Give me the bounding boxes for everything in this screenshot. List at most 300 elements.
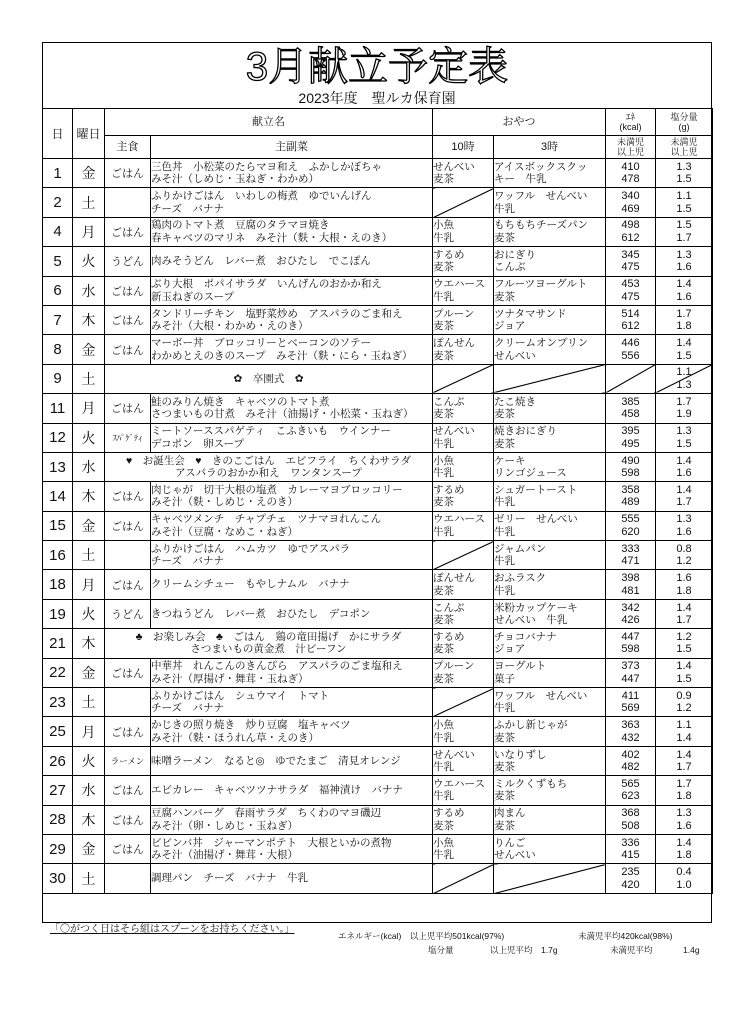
snack-line: 菓子 bbox=[494, 672, 515, 685]
page-subtitle: 2023年度 聖ルカ保育園 bbox=[298, 90, 456, 106]
salt-cell bbox=[656, 188, 713, 217]
snack-3-cell bbox=[494, 746, 606, 775]
salt-value: 1.4 bbox=[676, 483, 692, 496]
weekday-cell: 土 bbox=[73, 364, 105, 393]
energy-cell bbox=[606, 864, 656, 893]
menu-row bbox=[43, 364, 713, 393]
menu-row bbox=[43, 805, 713, 834]
energy-cell bbox=[606, 688, 656, 717]
snack-line: 牛乳 bbox=[494, 525, 515, 538]
snack-line: キー 牛乳 bbox=[494, 173, 547, 186]
dishes-cell bbox=[151, 658, 433, 687]
dish-line: 肉じゃが 切干大根の塩煮 カレーマヨブロッコリー bbox=[151, 483, 403, 496]
salt-value: 1.5 bbox=[676, 643, 692, 656]
snack-3-cell bbox=[494, 511, 606, 540]
staple-cell: ごはん bbox=[105, 805, 151, 834]
energy-value: 612 bbox=[621, 320, 640, 333]
snack-line: ヨーグルト bbox=[494, 660, 547, 673]
staple-cell: ｽﾊﾟｹﾞﾃｨ bbox=[105, 423, 151, 452]
day-cell: 5 bbox=[43, 247, 73, 276]
snack-3-cell bbox=[494, 188, 606, 217]
snack-line: 小魚 bbox=[433, 836, 454, 849]
dish-line: デコポン 卵スープ bbox=[151, 437, 245, 450]
day-cell: 22 bbox=[43, 658, 73, 687]
dish-line: 三色丼 小松菜のたらマヨ和え ふかしかぼちゃ bbox=[151, 160, 382, 173]
menu-table bbox=[42, 108, 713, 894]
staple-cell: うどん bbox=[105, 599, 151, 628]
snack-3-cell bbox=[494, 364, 606, 393]
energy-value: 402 bbox=[621, 748, 640, 761]
staple-cell: うどん bbox=[105, 247, 151, 276]
dishes-cell bbox=[151, 423, 433, 452]
salt-value: 1.7 bbox=[676, 761, 692, 773]
dish-line: みそ汁（厚揚げ・舞茸・玉ねぎ） bbox=[151, 672, 309, 685]
snack-line: 牛乳 bbox=[433, 467, 454, 480]
snack-3-cell bbox=[494, 658, 606, 687]
day-cell: 12 bbox=[43, 423, 73, 452]
snack-line: アイスボックスクッ bbox=[494, 160, 588, 173]
snack-3-cell bbox=[494, 717, 606, 746]
weekday-cell: 火 bbox=[73, 746, 105, 775]
dish-line: ビビンバ丼 ジャーマンポテト 大根といかの煮物 bbox=[151, 836, 392, 849]
snack-10-cell bbox=[433, 335, 494, 364]
staple-cell: ごはん bbox=[105, 217, 151, 246]
energy-cell bbox=[606, 276, 656, 305]
energy-value: 410 bbox=[621, 160, 640, 173]
salt-value: 1.6 bbox=[676, 467, 692, 480]
snack-line: ウエハース bbox=[433, 777, 485, 790]
dish-line: ぶり大根 ポパイサラダ いんげんのおかか和え bbox=[151, 278, 382, 291]
energy-cell bbox=[606, 834, 656, 863]
snack-line: チョコバナナ bbox=[494, 630, 557, 643]
energy-average-under: 未満児平均420kcal(98%) bbox=[578, 931, 673, 941]
snack-line: 麦茶 bbox=[494, 290, 515, 303]
snack-line: 小魚 bbox=[433, 454, 454, 467]
snack-line: 牛乳 bbox=[433, 761, 454, 773]
snack-3-cell bbox=[494, 629, 606, 658]
weekday-cell: 金 bbox=[73, 159, 105, 188]
energy-value: 446 bbox=[621, 337, 640, 350]
weekday-cell: 土 bbox=[73, 188, 105, 217]
dish-line: キャベツメンチ チャプチェ ツナマヨれんこん bbox=[151, 513, 382, 526]
dish-line: チーズ バナナ bbox=[151, 555, 224, 568]
day-cell: 30 bbox=[43, 864, 73, 893]
weekday-cell: 木 bbox=[73, 805, 105, 834]
salt-value: 1.5 bbox=[676, 349, 692, 362]
salt-cell bbox=[656, 688, 713, 717]
snack-line: 麦茶 bbox=[433, 819, 454, 832]
snack-line: 麦茶 bbox=[433, 173, 454, 186]
day-cell: 13 bbox=[43, 452, 73, 481]
dish-line: さつまいもの黄金煮 汁ビーフン bbox=[190, 643, 347, 656]
dish-line: ミートソーススパゲティ こふきいも ウインナー bbox=[151, 425, 391, 438]
menu-row bbox=[43, 511, 713, 540]
snack-10-cell bbox=[433, 276, 494, 305]
salt-cell bbox=[656, 511, 713, 540]
staple-cell: ごはん bbox=[105, 834, 151, 863]
dishes-cell bbox=[151, 188, 433, 217]
energy-value: 495 bbox=[621, 437, 640, 450]
dish-line: タンドリーチキン 塩野菜炒め アスパラのごま和え bbox=[151, 307, 403, 320]
snack-line: せんべい bbox=[433, 425, 475, 438]
menu-row bbox=[43, 599, 713, 628]
salt-cell bbox=[656, 805, 713, 834]
snack-3-cell bbox=[494, 599, 606, 628]
salt-cell bbox=[656, 423, 713, 452]
salt-cell bbox=[656, 217, 713, 246]
snack-10-cell bbox=[433, 658, 494, 687]
header-day: 日 bbox=[43, 109, 73, 159]
staple-cell bbox=[105, 688, 151, 717]
salt-under-label: 未満児平均 bbox=[610, 945, 653, 955]
menu-row bbox=[43, 188, 713, 217]
energy-value: 623 bbox=[621, 790, 640, 803]
weekday-cell: 火 bbox=[73, 599, 105, 628]
dishes-cell bbox=[151, 159, 433, 188]
staple-cell: ごはん bbox=[105, 570, 151, 599]
salt-value: 1.8 bbox=[676, 320, 692, 333]
snack-line: 小魚 bbox=[433, 219, 454, 232]
spoon-note: 「〇がつく日はそら組はスプーンをお持ちください。」 bbox=[50, 924, 295, 935]
energy-value: 447 bbox=[621, 630, 640, 643]
dishes-cell bbox=[151, 776, 433, 805]
snack-3-cell bbox=[494, 864, 606, 893]
snack-line: 麦茶 bbox=[494, 790, 515, 803]
header-snack-10: 10時 bbox=[433, 136, 494, 159]
snack-line: 牛乳 bbox=[433, 437, 454, 450]
day-cell: 2 bbox=[43, 188, 73, 217]
salt-value: 1.4 bbox=[676, 337, 692, 350]
dishes-cell bbox=[151, 394, 433, 423]
snack-3-cell bbox=[494, 247, 606, 276]
dish-line: チーズ バナナ bbox=[151, 202, 224, 215]
snack-line: プルーン bbox=[433, 660, 475, 673]
snack-line: するめ bbox=[433, 807, 465, 820]
menu-row bbox=[43, 305, 713, 334]
dish-line: みそ汁（卵・しめじ・玉ねぎ） bbox=[151, 819, 298, 832]
energy-value: 447 bbox=[621, 672, 640, 685]
dishes-cell bbox=[105, 364, 433, 393]
page-title: 3月献立予定表 bbox=[245, 45, 509, 89]
menu-row bbox=[43, 452, 713, 481]
energy-value: 490 bbox=[621, 454, 640, 467]
snack-line: こんぶ bbox=[494, 261, 526, 274]
day-cell: 15 bbox=[43, 511, 73, 540]
snack-line: 牛乳 bbox=[494, 702, 515, 715]
salt-value: 0.9 bbox=[676, 689, 692, 702]
salt-value: 1.7 bbox=[676, 307, 692, 320]
menu-row bbox=[43, 658, 713, 687]
snack-line: 焼きおにぎり bbox=[494, 425, 557, 438]
snack-3-cell bbox=[494, 570, 606, 599]
snack-10-cell bbox=[433, 629, 494, 658]
energy-value: 508 bbox=[621, 819, 640, 832]
header-group-under: 未満児 bbox=[670, 137, 698, 147]
header-group-over: 以上児 bbox=[670, 147, 698, 157]
dish-line: かじきの照り焼き 炒り豆腐 塩キャベツ bbox=[151, 719, 351, 732]
snack-3-cell bbox=[494, 394, 606, 423]
salt-value: 1.3 bbox=[676, 248, 692, 261]
energy-value: 469 bbox=[621, 202, 640, 215]
salt-value: 0.8 bbox=[676, 542, 692, 555]
day-cell: 29 bbox=[43, 834, 73, 863]
snack-line: たこ焼き bbox=[494, 395, 536, 408]
snack-line: せんべい bbox=[433, 160, 475, 173]
energy-cell bbox=[606, 746, 656, 775]
snack-line: いなりずし bbox=[494, 748, 547, 761]
energy-value: 415 bbox=[621, 849, 640, 862]
snack-line: 牛乳 bbox=[494, 202, 515, 215]
snack-line: ツナタマサンド bbox=[494, 307, 567, 320]
dish-line: みそ汁（麩・しめじ・えのき） bbox=[151, 496, 298, 509]
snack-line: おにぎり bbox=[494, 248, 536, 261]
weekday-cell: 金 bbox=[73, 335, 105, 364]
snack-10-cell bbox=[433, 834, 494, 863]
staple-cell: ごはん bbox=[105, 482, 151, 511]
weekday-cell: 金 bbox=[73, 834, 105, 863]
energy-value: 333 bbox=[621, 542, 640, 555]
snack-line: こんぶ bbox=[433, 601, 465, 614]
weekday-cell: 水 bbox=[73, 276, 105, 305]
weekday-cell: 土 bbox=[73, 688, 105, 717]
energy-value: 368 bbox=[621, 807, 640, 820]
energy-cell bbox=[606, 717, 656, 746]
salt-average-label: 塩分量 bbox=[428, 945, 454, 955]
menu-row bbox=[43, 482, 713, 511]
day-cell: 14 bbox=[43, 482, 73, 511]
energy-cell bbox=[606, 629, 656, 658]
header-snack-3: 3時 bbox=[494, 136, 606, 159]
dish-line: 鮭のみりん焼き キャベツのトマト煮 bbox=[151, 395, 330, 408]
energy-cell bbox=[606, 570, 656, 599]
energy-cell bbox=[606, 776, 656, 805]
weekday-cell: 土 bbox=[73, 541, 105, 570]
dish-line: みそ汁（大根・わかめ・えのき） bbox=[151, 320, 309, 333]
snack-line: 麦茶 bbox=[494, 408, 515, 421]
snack-10-cell bbox=[433, 452, 494, 481]
salt-value: 1.3 bbox=[676, 160, 692, 173]
energy-cell bbox=[606, 511, 656, 540]
snack-3-cell bbox=[494, 541, 606, 570]
snack-3-cell bbox=[494, 305, 606, 334]
snack-line: 麦茶 bbox=[433, 614, 454, 627]
snack-line: せんべい bbox=[433, 748, 475, 761]
menu-row bbox=[43, 864, 713, 893]
dish-line: マーボー丼 ブロッコリーとベーコンのソテー bbox=[151, 337, 372, 350]
energy-value: 453 bbox=[621, 278, 640, 291]
salt-value: 1.3 bbox=[676, 807, 692, 820]
snack-line: 小魚 bbox=[433, 719, 454, 732]
salt-value: 1.7 bbox=[676, 395, 692, 408]
salt-value: 1.4 bbox=[676, 748, 692, 761]
salt-over-label: 以上児平均 bbox=[490, 945, 533, 955]
dish-line: 中華丼 れんこんのきんぴら アスパラのごま塩和え bbox=[151, 660, 403, 673]
salt-value: 1.4 bbox=[676, 278, 692, 291]
snack-10-cell bbox=[433, 423, 494, 452]
energy-value: 598 bbox=[621, 467, 640, 480]
salt-cell bbox=[656, 834, 713, 863]
dish-line: アスパラのおかか和え ワンタンスープ bbox=[175, 467, 362, 480]
weekday-cell: 金 bbox=[73, 511, 105, 540]
day-cell: 18 bbox=[43, 570, 73, 599]
energy-value: 385 bbox=[621, 395, 640, 408]
dish-line: ふりかけごはん シュウマイ トマト bbox=[151, 689, 330, 702]
snack-line: ジャムパン bbox=[494, 542, 547, 555]
dish-line: 肉みそうどん レバー煮 おひたし でこぽん bbox=[151, 255, 371, 268]
header-salt-groups bbox=[656, 136, 713, 159]
snack-3-cell bbox=[494, 276, 606, 305]
energy-cell bbox=[606, 452, 656, 481]
snack-3-cell bbox=[494, 482, 606, 511]
energy-value: 612 bbox=[621, 231, 640, 244]
energy-cell bbox=[606, 423, 656, 452]
dish-line: 豆腐ハンバーグ 春雨サラダ ちくわのマヨ磯辺 bbox=[151, 807, 382, 820]
energy-value: 478 bbox=[621, 173, 640, 186]
energy-cell bbox=[606, 247, 656, 276]
snack-10-cell bbox=[433, 247, 494, 276]
dishes-cell bbox=[151, 834, 433, 863]
dish-line: ♥ お誕生会 ♥ きのこごはん エビフライ ちくわサラダ bbox=[125, 454, 412, 467]
day-cell: 6 bbox=[43, 276, 73, 305]
staple-cell: ごはん bbox=[105, 394, 151, 423]
energy-value: 373 bbox=[621, 660, 640, 673]
snack-line: もちもちチーズパン bbox=[494, 219, 588, 232]
salt-value: 1.7 bbox=[676, 496, 692, 509]
snack-10-cell bbox=[433, 864, 494, 893]
snack-10-cell bbox=[433, 511, 494, 540]
salt-cell bbox=[656, 276, 713, 305]
weekday-cell: 月 bbox=[73, 394, 105, 423]
snack-line: 牛乳 bbox=[494, 555, 515, 568]
energy-value: 458 bbox=[621, 408, 640, 421]
dish-line: エビカレー キャベツツナサラダ 福神漬け バナナ bbox=[151, 784, 403, 797]
energy-value: 340 bbox=[621, 190, 640, 203]
day-cell: 9 bbox=[43, 364, 73, 393]
salt-cell bbox=[656, 335, 713, 364]
staple-cell bbox=[105, 864, 151, 893]
energy-cell bbox=[606, 482, 656, 511]
salt-value: 1.5 bbox=[676, 173, 692, 186]
snack-line: ふかし新じゃが bbox=[494, 719, 568, 732]
day-cell: 21 bbox=[43, 629, 73, 658]
snack-line: 牛乳 bbox=[433, 790, 454, 803]
snack-line: ぽんせん bbox=[433, 337, 475, 350]
day-cell: 4 bbox=[43, 217, 73, 246]
salt-value: 1.2 bbox=[676, 630, 692, 643]
snack-3-cell bbox=[494, 776, 606, 805]
salt-value: 1.1 bbox=[676, 719, 692, 732]
energy-cell bbox=[606, 541, 656, 570]
energy-value: 395 bbox=[621, 425, 640, 438]
energy-cell bbox=[606, 805, 656, 834]
snack-line: するめ bbox=[433, 248, 465, 261]
energy-value: 398 bbox=[621, 572, 640, 585]
dish-line: ふりかけごはん ハムカツ ゆでアスパラ bbox=[151, 542, 351, 555]
salt-value: 1.7 bbox=[676, 231, 692, 244]
dish-line: クリームシチュー もやしナムル バナナ bbox=[151, 578, 350, 591]
weekday-cell: 木 bbox=[73, 305, 105, 334]
salt-value: 1.5 bbox=[676, 219, 692, 232]
snack-line: 牛乳 bbox=[433, 525, 454, 538]
snack-10-cell bbox=[433, 364, 494, 393]
energy-value: 482 bbox=[621, 761, 640, 773]
energy-value: 569 bbox=[621, 702, 640, 715]
snack-line: こんぶ bbox=[433, 395, 465, 408]
staple-cell: ごはん bbox=[105, 511, 151, 540]
energy-value: 514 bbox=[621, 307, 640, 320]
salt-cell bbox=[656, 746, 713, 775]
salt-cell bbox=[656, 776, 713, 805]
snack-10-cell bbox=[433, 305, 494, 334]
header-staple: 主食 bbox=[105, 136, 151, 159]
dish-line: ♣ お楽しみ会 ♣ ごはん 鶏の竜田揚げ かにサラダ bbox=[135, 630, 402, 643]
header-energy-unit: (kcal) bbox=[619, 122, 642, 132]
salt-value: 1.3 bbox=[676, 378, 692, 391]
snack-10-cell bbox=[433, 599, 494, 628]
salt-value: 1.8 bbox=[676, 584, 692, 597]
salt-cell bbox=[656, 599, 713, 628]
staple-cell bbox=[105, 541, 151, 570]
energy-value: 475 bbox=[621, 261, 640, 274]
weekday-cell: 水 bbox=[73, 452, 105, 481]
staple-cell: ごはん bbox=[105, 276, 151, 305]
snack-line: クリームオンプリン bbox=[494, 337, 589, 350]
menu-row bbox=[43, 629, 713, 658]
day-cell: 16 bbox=[43, 541, 73, 570]
energy-cell bbox=[606, 188, 656, 217]
salt-value: 1.7 bbox=[676, 777, 692, 790]
energy-value: 342 bbox=[621, 601, 640, 614]
snack-line: するめ bbox=[433, 483, 465, 496]
snack-line: 麦茶 bbox=[433, 261, 454, 274]
snack-10-cell bbox=[433, 746, 494, 775]
snack-line: せんべい 牛乳 bbox=[494, 614, 568, 627]
snack-line: 牛乳 bbox=[494, 584, 515, 597]
salt-under-value: 1.4g bbox=[683, 945, 700, 955]
snack-line: 麦茶 bbox=[433, 320, 454, 333]
salt-cell bbox=[656, 482, 713, 511]
day-cell: 28 bbox=[43, 805, 73, 834]
snack-line: 麦茶 bbox=[494, 437, 515, 450]
staple-cell: ごはん bbox=[105, 159, 151, 188]
header-row-top bbox=[43, 109, 713, 136]
salt-cell bbox=[656, 305, 713, 334]
snack-line: ワッフル せんべい bbox=[494, 190, 588, 203]
salt-cell bbox=[656, 570, 713, 599]
salt-cell bbox=[656, 394, 713, 423]
snack-line: せんべい bbox=[494, 349, 536, 362]
snack-line: 肉まん bbox=[494, 807, 526, 820]
snack-line: 麦茶 bbox=[494, 231, 515, 244]
weekday-cell: 水 bbox=[73, 776, 105, 805]
dishes-cell bbox=[151, 864, 433, 893]
staple-cell: ラーメン bbox=[105, 746, 151, 775]
dishes-cell bbox=[151, 805, 433, 834]
snack-3-cell bbox=[494, 335, 606, 364]
dish-line: ふりかけごはん いわしの梅煮 ゆでいんげん bbox=[151, 190, 372, 203]
snack-line: シュガートースト bbox=[494, 483, 578, 496]
snack-10-cell bbox=[433, 776, 494, 805]
snack-line: 牛乳 bbox=[433, 231, 454, 244]
energy-value: 426 bbox=[621, 614, 640, 627]
header-weekday: 曜日 bbox=[73, 109, 105, 159]
snack-10-cell bbox=[433, 570, 494, 599]
dish-line: 新玉ねぎのスープ bbox=[151, 290, 234, 303]
energy-value: 489 bbox=[621, 496, 640, 509]
snack-line: ミルクくずもち bbox=[494, 777, 568, 790]
energy-value: 620 bbox=[621, 525, 640, 538]
staple-cell: ごはん bbox=[105, 717, 151, 746]
